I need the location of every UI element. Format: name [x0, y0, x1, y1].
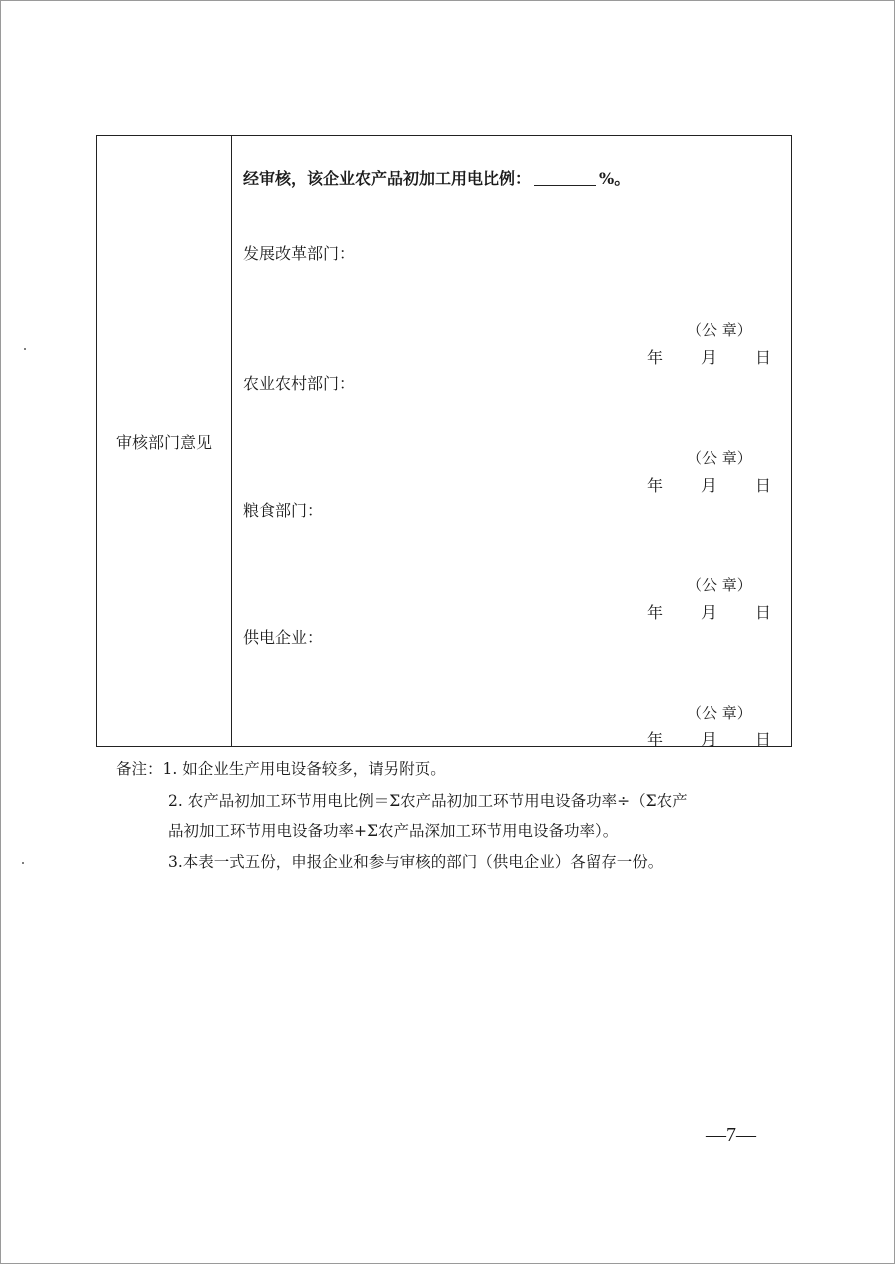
date-year: 年 [647, 730, 664, 749]
seal-grain: （公 章） [687, 576, 752, 594]
ratio-blank [534, 185, 596, 186]
dept-agriculture-rural: 农业农村部门： [243, 374, 356, 393]
note-2-continued: 品初加工环节用电设备功率+Σ农产品深加工环节用电设备功率）。 [168, 822, 619, 840]
dept-development-reform: 发展改革部门： [243, 244, 356, 263]
note-1: 备注：1. 如企业生产用电设备较多，请另附页。 [116, 760, 446, 778]
seal-development-reform: （公 章） [687, 321, 752, 339]
date-development-reform [647, 345, 771, 368]
review-table [96, 135, 792, 747]
date-day: 日 [755, 476, 772, 495]
dept-grain: 粮食部门： [243, 501, 324, 520]
date-year: 年 [647, 348, 664, 367]
date-day: 日 [755, 730, 772, 749]
ratio-prefix: 经审核，该企业农产品初加工用电比例： [243, 169, 532, 188]
date-month: 月 [701, 476, 718, 495]
note-3: 3.本表一式五份，申报企业和参与审核的部门（供电企业）各留存一份。 [168, 853, 664, 871]
date-year: 年 [647, 603, 664, 622]
date-grain [647, 600, 771, 623]
date-day: 日 [755, 348, 772, 367]
date-agriculture-rural [647, 473, 771, 496]
dept-power-supply: 供电企业： [243, 628, 324, 647]
date-day: 日 [755, 603, 772, 622]
seal-power-supply: （公 章） [687, 704, 752, 722]
ratio-suffix: %。 [599, 169, 631, 188]
page-number: —7— [706, 1124, 756, 1146]
date-power-supply [647, 727, 771, 750]
ratio-statement [243, 166, 630, 189]
date-month: 月 [701, 348, 718, 367]
seal-agriculture-rural: （公 章） [687, 449, 752, 467]
date-year: 年 [647, 476, 664, 495]
date-month: 月 [701, 730, 718, 749]
scan-speck [22, 862, 24, 864]
review-label: 审核部门意见 [115, 432, 212, 452]
note-2: 2. 农产品初加工环节用电比例＝Σ农产品初加工环节用电设备功率÷（Σ农产 [168, 792, 688, 810]
scan-speck [24, 348, 26, 350]
column-divider [231, 136, 232, 746]
date-month: 月 [701, 603, 718, 622]
